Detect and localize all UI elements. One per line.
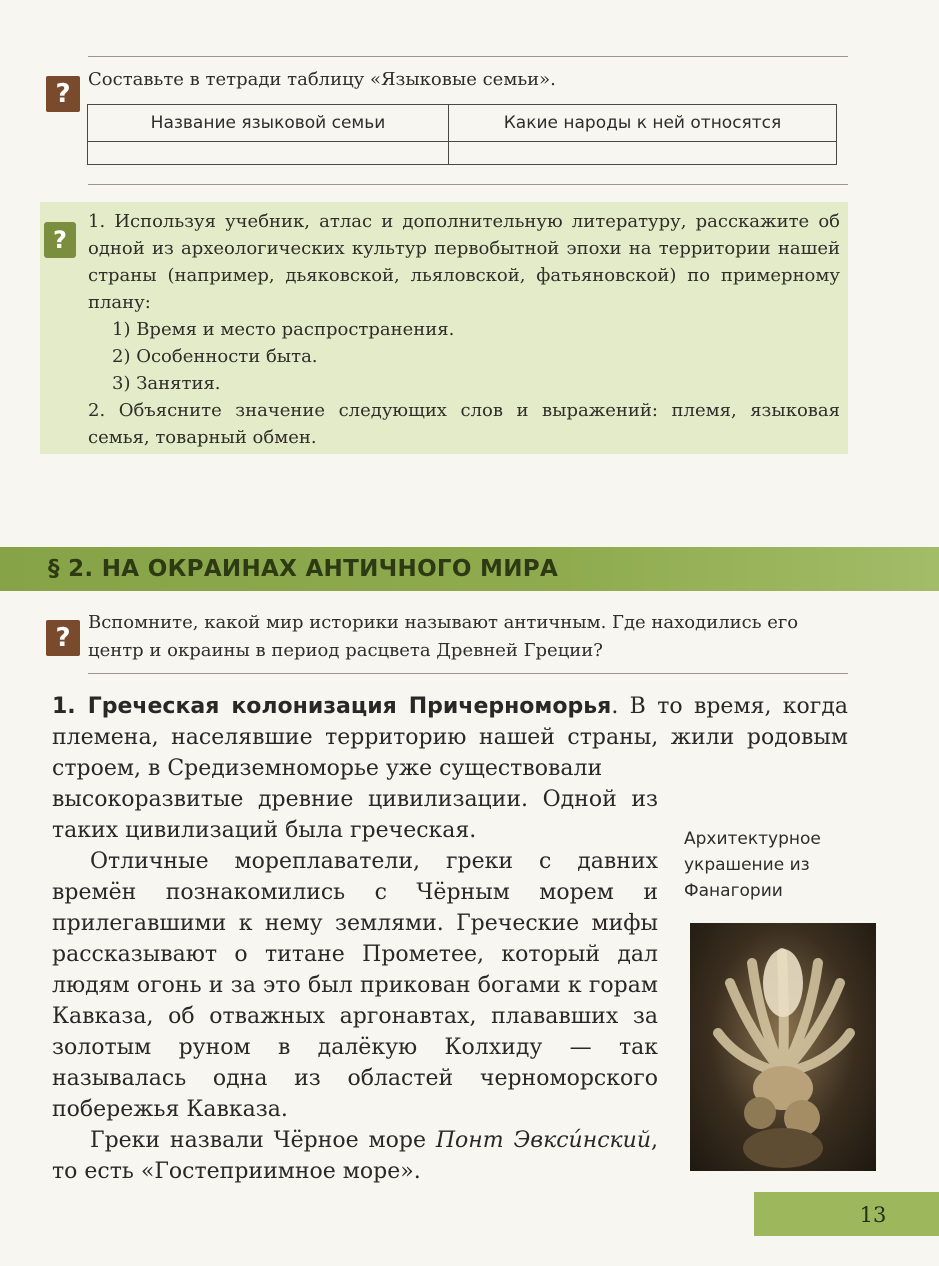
paragraph-1-text-continued: высокоразвитые древние цивилизации. Одной из таких цивилизаций была греческая.: [52, 787, 658, 843]
paragraph-3-end: , то есть «Гостеприимное море».: [52, 1128, 658, 1184]
paragraph-1-bottom: [52, 784, 658, 846]
plan-item: 2) Особенности быта.: [112, 346, 318, 367]
page-number-band: [754, 1192, 939, 1236]
task-item-1: 1. Используя учебник, атлас и дополнительную литературу, расскажите об одной из археологических культур первобытной эпохи на территории нашей страны (например, дьяковской, льяловской, фатьяновской) по примерному плану:: [88, 211, 840, 313]
table-header-cell: Название языковой семьи: [88, 105, 449, 142]
paragraph-3-start: Греки назвали Чёрное море: [90, 1128, 436, 1153]
task-question-icon: ?: [44, 222, 76, 258]
paragraph-2: Отличные мореплаватели, греки с давних времён познакомились с Чёрным морем и прилегавшими к нему землями. Греческие мифы рассказывают о титане Прометее, который дал людям огонь и за это был прикован богами к горам Кавказа, об отважных аргонавтах, плававших за золотым руном в далёкую Колхиду — так называлась одна из областей черноморского побережья Кавказа.: [52, 849, 658, 1122]
table-header-cell: Какие народы к ней относятся: [449, 105, 837, 142]
page-number: 13: [859, 1203, 887, 1227]
top-divider: [88, 56, 848, 57]
task-item-2: 2. Объясните значение следующих слов и выражений: племя, языковая семья, товарный обмен.: [88, 400, 840, 448]
paragraph-3: [52, 1125, 658, 1187]
paragraph-1-top: [52, 691, 848, 784]
question-2-text: Вспомните, какой мир историки называют античным. Где находились его центр и окраины в период расцвета Древней Греции?: [88, 612, 799, 661]
architectural-ornament-photo: [690, 923, 876, 1171]
paragraph-heading: 1. Греческая колонизация Причерноморья: [52, 694, 612, 719]
table-cell: [88, 142, 449, 165]
ornament-image: [690, 923, 876, 1171]
task-text: [88, 208, 840, 451]
question-mark-icon: ?: [46, 76, 80, 112]
figure-caption: Архитектурное украшение из Фанагории: [684, 829, 821, 901]
divider: [88, 184, 848, 185]
paragraph-1-text: . В то время, когда племена, населявшие территорию нашей страны, жили родовым строем, в Средиземноморье уже существовали: [52, 694, 848, 781]
table-cell: [449, 142, 837, 165]
paragraph-2-block: [52, 846, 658, 1187]
paragraph-3-term: Понт Эвкси́нский: [435, 1128, 651, 1153]
table-header-row: [88, 105, 837, 142]
plan-item: 1) Время и место распространения.: [112, 319, 455, 340]
language-families-table: [87, 104, 837, 165]
question-mark-icon: ?: [46, 620, 80, 656]
divider: [88, 673, 848, 674]
table-row: [88, 142, 837, 165]
plan-item: 3) Занятия.: [112, 373, 221, 394]
section-title: § 2. НА ОКРАИНАХ АНТИЧНОГО МИРА: [48, 556, 559, 582]
question-1-text: Составьте в тетради таблицу «Языковые семьи».: [88, 69, 556, 90]
